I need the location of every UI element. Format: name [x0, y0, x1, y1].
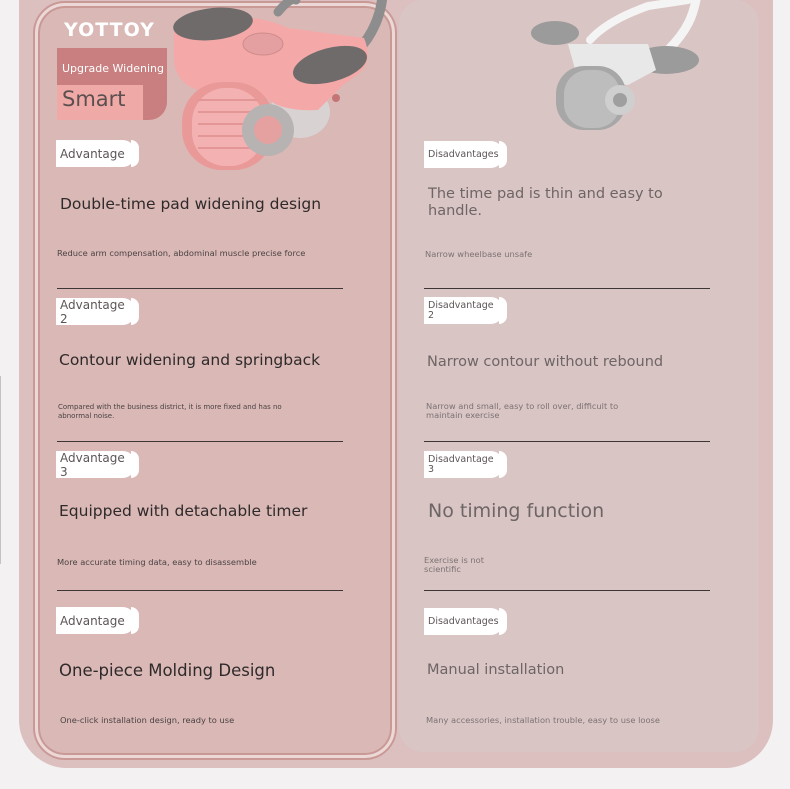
- divider: [57, 590, 343, 591]
- advantage-4-title: One-piece Molding Design: [59, 661, 276, 680]
- advantage-4-desc: One-click installation design, ready to use: [60, 715, 235, 725]
- divider: [424, 590, 710, 591]
- advantage-1-label: Advantage: [56, 140, 136, 167]
- advantage-3-title: Equipped with detachable timer: [59, 502, 308, 520]
- disadvantage-4-desc: Many accessories, installation trouble, easy to use loose: [426, 715, 660, 725]
- advantage-3-desc: More accurate timing data, easy to disassemble: [57, 557, 257, 567]
- disadvantage-1-title: The time pad is thin and easy to handle.: [428, 186, 663, 219]
- divider: [424, 441, 710, 442]
- gray-ab-roller-icon: [528, 0, 728, 135]
- edge-divider: [0, 376, 1, 564]
- divider: [57, 441, 343, 442]
- advantage-2-desc: Compared with the business district, it is more fixed and has no abnormal noise.: [58, 403, 282, 420]
- disadvantage-4-title: Manual installation: [427, 662, 565, 678]
- feature-tag-main: Smart: [57, 85, 143, 120]
- disadvantage-3-title: No timing function: [428, 500, 605, 522]
- divider: [424, 288, 710, 289]
- disadvantage-1-desc: Narrow wheelbase unsafe: [425, 249, 533, 259]
- pink-ab-roller-icon: [168, 0, 388, 175]
- disadvantage-2-label: Disadvantage 2: [424, 297, 504, 324]
- brand-logo: YOTTOY: [64, 19, 155, 41]
- advantage-3-label: Advantage 3: [56, 451, 136, 478]
- disadvantage-3-label: Disadvantage 3: [424, 451, 504, 478]
- disadvantage-3-desc: Exercise is not scientific: [424, 555, 485, 574]
- divider: [57, 288, 343, 289]
- advantage-2-label: Advantage 2: [56, 298, 136, 325]
- feature-tag-top: Upgrade Widening: [62, 62, 164, 75]
- disadvantage-1-label: Disadvantages: [424, 141, 504, 168]
- disadvantage-2-title: Narrow contour without rebound: [427, 354, 664, 370]
- advantage-2-title: Contour widening and springback: [59, 351, 321, 369]
- advantage-1-desc: Reduce arm compensation, abdominal muscle precise force: [57, 248, 306, 258]
- disadvantage-4-label: Disadvantages: [424, 608, 504, 635]
- advantage-4-label: Advantage: [56, 607, 136, 634]
- disadvantage-2-desc: Narrow and small, easy to roll over, difficult to maintain exercise: [426, 401, 619, 420]
- feature-tag: [57, 48, 167, 120]
- advantage-1-title: Double-time pad widening design: [60, 195, 322, 213]
